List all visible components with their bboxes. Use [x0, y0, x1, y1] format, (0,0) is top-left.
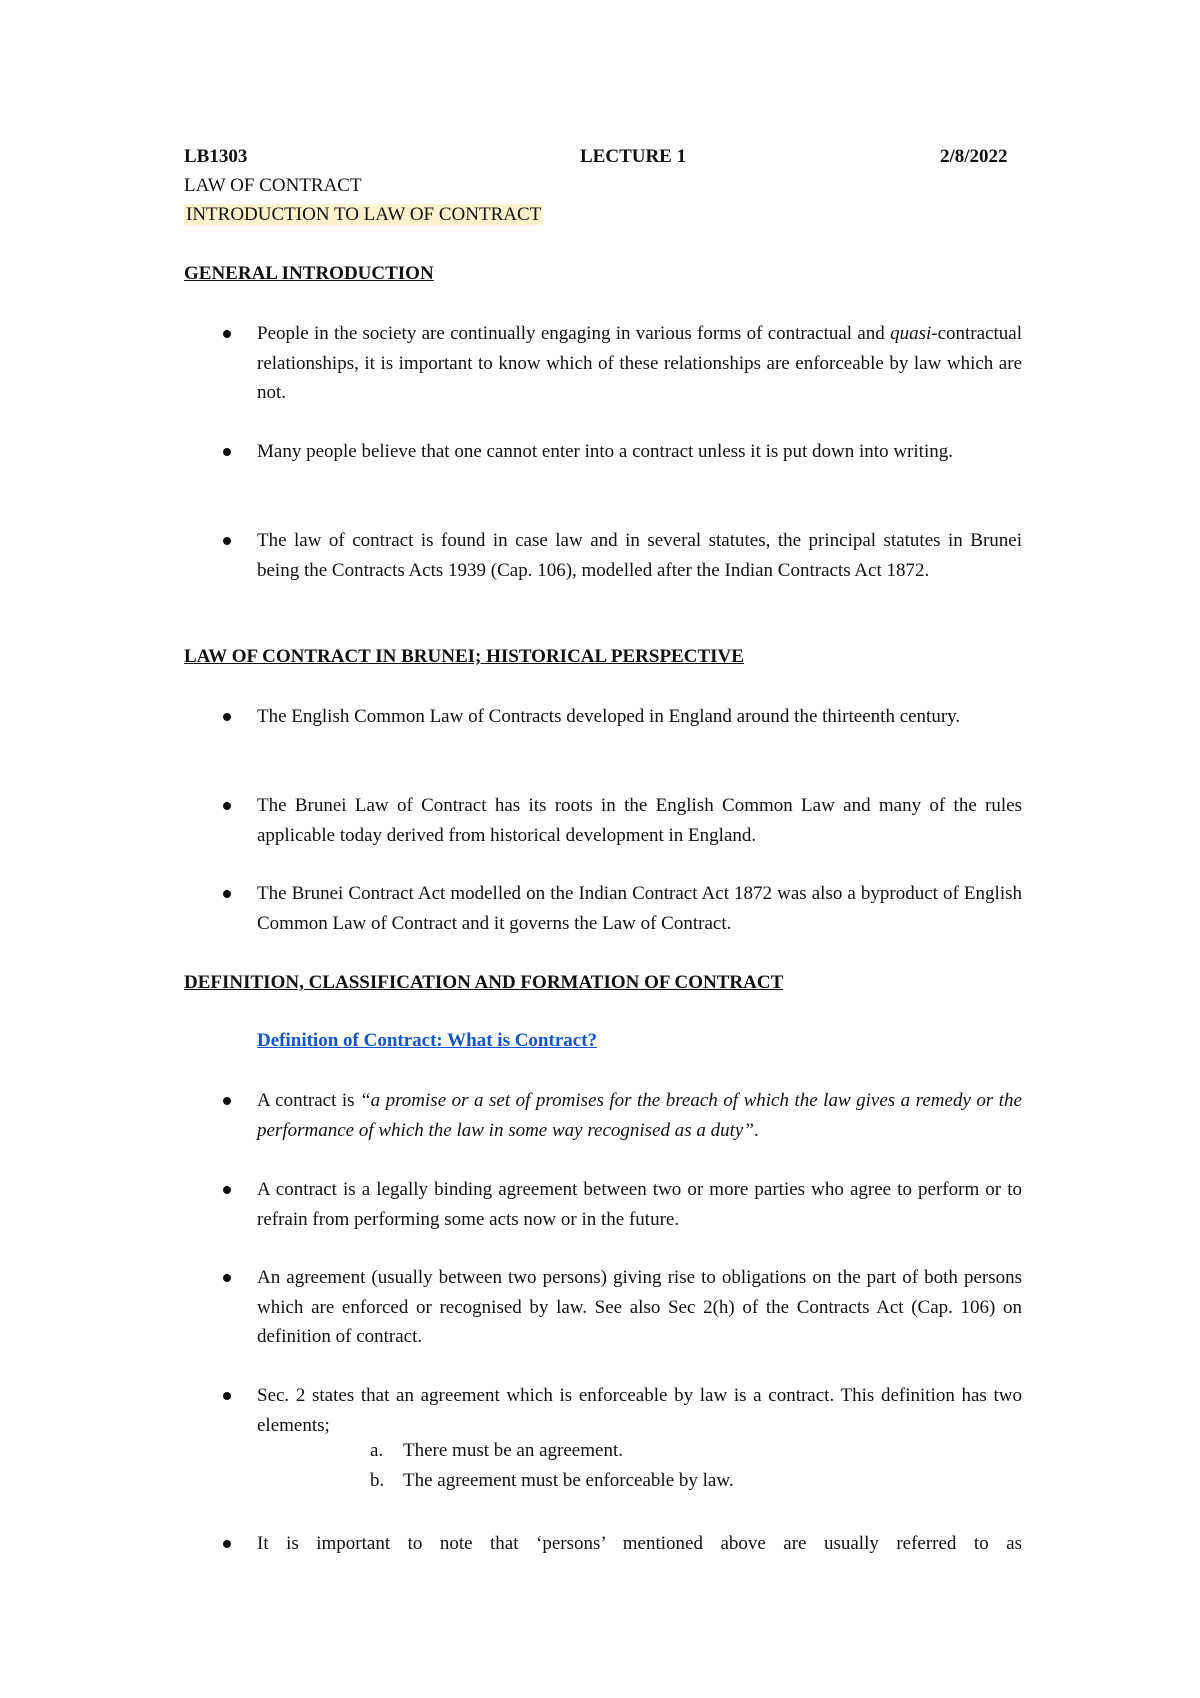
bullet-marker: [223, 1186, 231, 1194]
paragraph-writing-belief: Many people believe that one cannot enter into a contract unless it is put down into writing.: [257, 441, 953, 462]
list-item-element-b: The agreement must be enforceable by law.: [403, 1470, 734, 1491]
paragraph-persons-note: It is important to note that ‘persons’ mentioned above are usually referred to as: [257, 1533, 1022, 1554]
bullet-marker: [223, 1097, 231, 1105]
text-fragment: -contractual relationships, it is important to know which of these relationships are enforceable by law which are not.: [257, 323, 1022, 403]
subject-title: LAW OF CONTRACT: [184, 175, 362, 196]
paragraph-legally-binding: A contract is a legally binding agreement between two or more parties who agree to perform or to refrain from performing some acts now or in the future.: [257, 1179, 1022, 1230]
subheading-definition-link[interactable]: Definition of Contract: What is Contract?: [257, 1030, 598, 1051]
bullet-marker: [223, 890, 231, 898]
lecture-number: LECTURE 1: [580, 146, 687, 167]
bullet-marker: [223, 537, 231, 545]
bullet-marker: [223, 802, 231, 810]
bullet-marker: [223, 1274, 231, 1282]
italic-quote: “a promise or a set of promises for the breach of which the law gives a remedy or the performance of which the law in some way recognised as a duty”: [257, 1090, 1022, 1141]
bullet-marker: [223, 1392, 231, 1400]
bullet-marker: [223, 1540, 231, 1548]
paragraph-agreement-obligations: An agreement (usually between two persons) giving rise to obligations on the part of both persons which are enforced or recognised by law. See also Sec 2(h) of the Contracts Act (Cap. 106) on definition of contract.: [257, 1267, 1022, 1347]
section-heading-general-introduction: GENERAL INTRODUCTION: [184, 263, 434, 284]
bullet-marker: [223, 713, 231, 721]
text-fragment: .: [753, 1119, 759, 1141]
topic-highlight: INTRODUCTION TO LAW OF CONTRACT: [186, 204, 542, 225]
paragraph-sec-2: Sec. 2 states that an agreement which is enforceable by law is a contract. This definition has two elements;: [257, 1385, 1022, 1436]
italic-term: quasi: [890, 323, 932, 344]
section-heading-definition-classification: DEFINITION, CLASSIFICATION AND FORMATION OF CONTRACT: [184, 972, 784, 993]
topic-title: [184, 204, 543, 226]
list-item-element-a: There must be an agreement.: [403, 1440, 623, 1461]
paragraph-sources-of-law: The law of contract is found in case law and in several statutes, the principal statutes in Brunei being the Contracts Acts 1939 (Cap. 106), modelled after the Indian Contracts Act 1872.: [257, 530, 1022, 581]
paragraph-contract-definition-quote: [257, 1086, 1022, 1145]
lecture-date: 2/8/2022: [940, 146, 1008, 167]
list-marker-b: b.: [370, 1470, 385, 1491]
text-fragment: People in the society are continually engaging in various forms of contractual and: [257, 323, 891, 344]
list-marker-a: a.: [370, 1440, 384, 1461]
bullet-marker: [223, 448, 231, 456]
paragraph-brunei-contract-act: The Brunei Contract Act modelled on the Indian Contract Act 1872 was also a byproduct of English Common Law of Contract and it governs the Law of Contract.: [257, 883, 1022, 934]
text-fragment: A contract is: [257, 1090, 361, 1111]
paragraph-brunei-roots: The Brunei Law of Contract has its roots in the English Common Law and many of the rules applicable today derived from historical development in England.: [257, 795, 1022, 846]
section-heading-historical-perspective: LAW OF CONTRACT IN BRUNEI; HISTORICAL PERSPECTIVE: [184, 646, 744, 667]
paragraph-contractual-relationships: [257, 319, 1022, 408]
paragraph-english-common-law: The English Common Law of Contracts developed in England around the thirteenth century.: [257, 706, 961, 727]
bullet-marker: [223, 330, 231, 338]
course-code: LB1303: [184, 146, 248, 167]
